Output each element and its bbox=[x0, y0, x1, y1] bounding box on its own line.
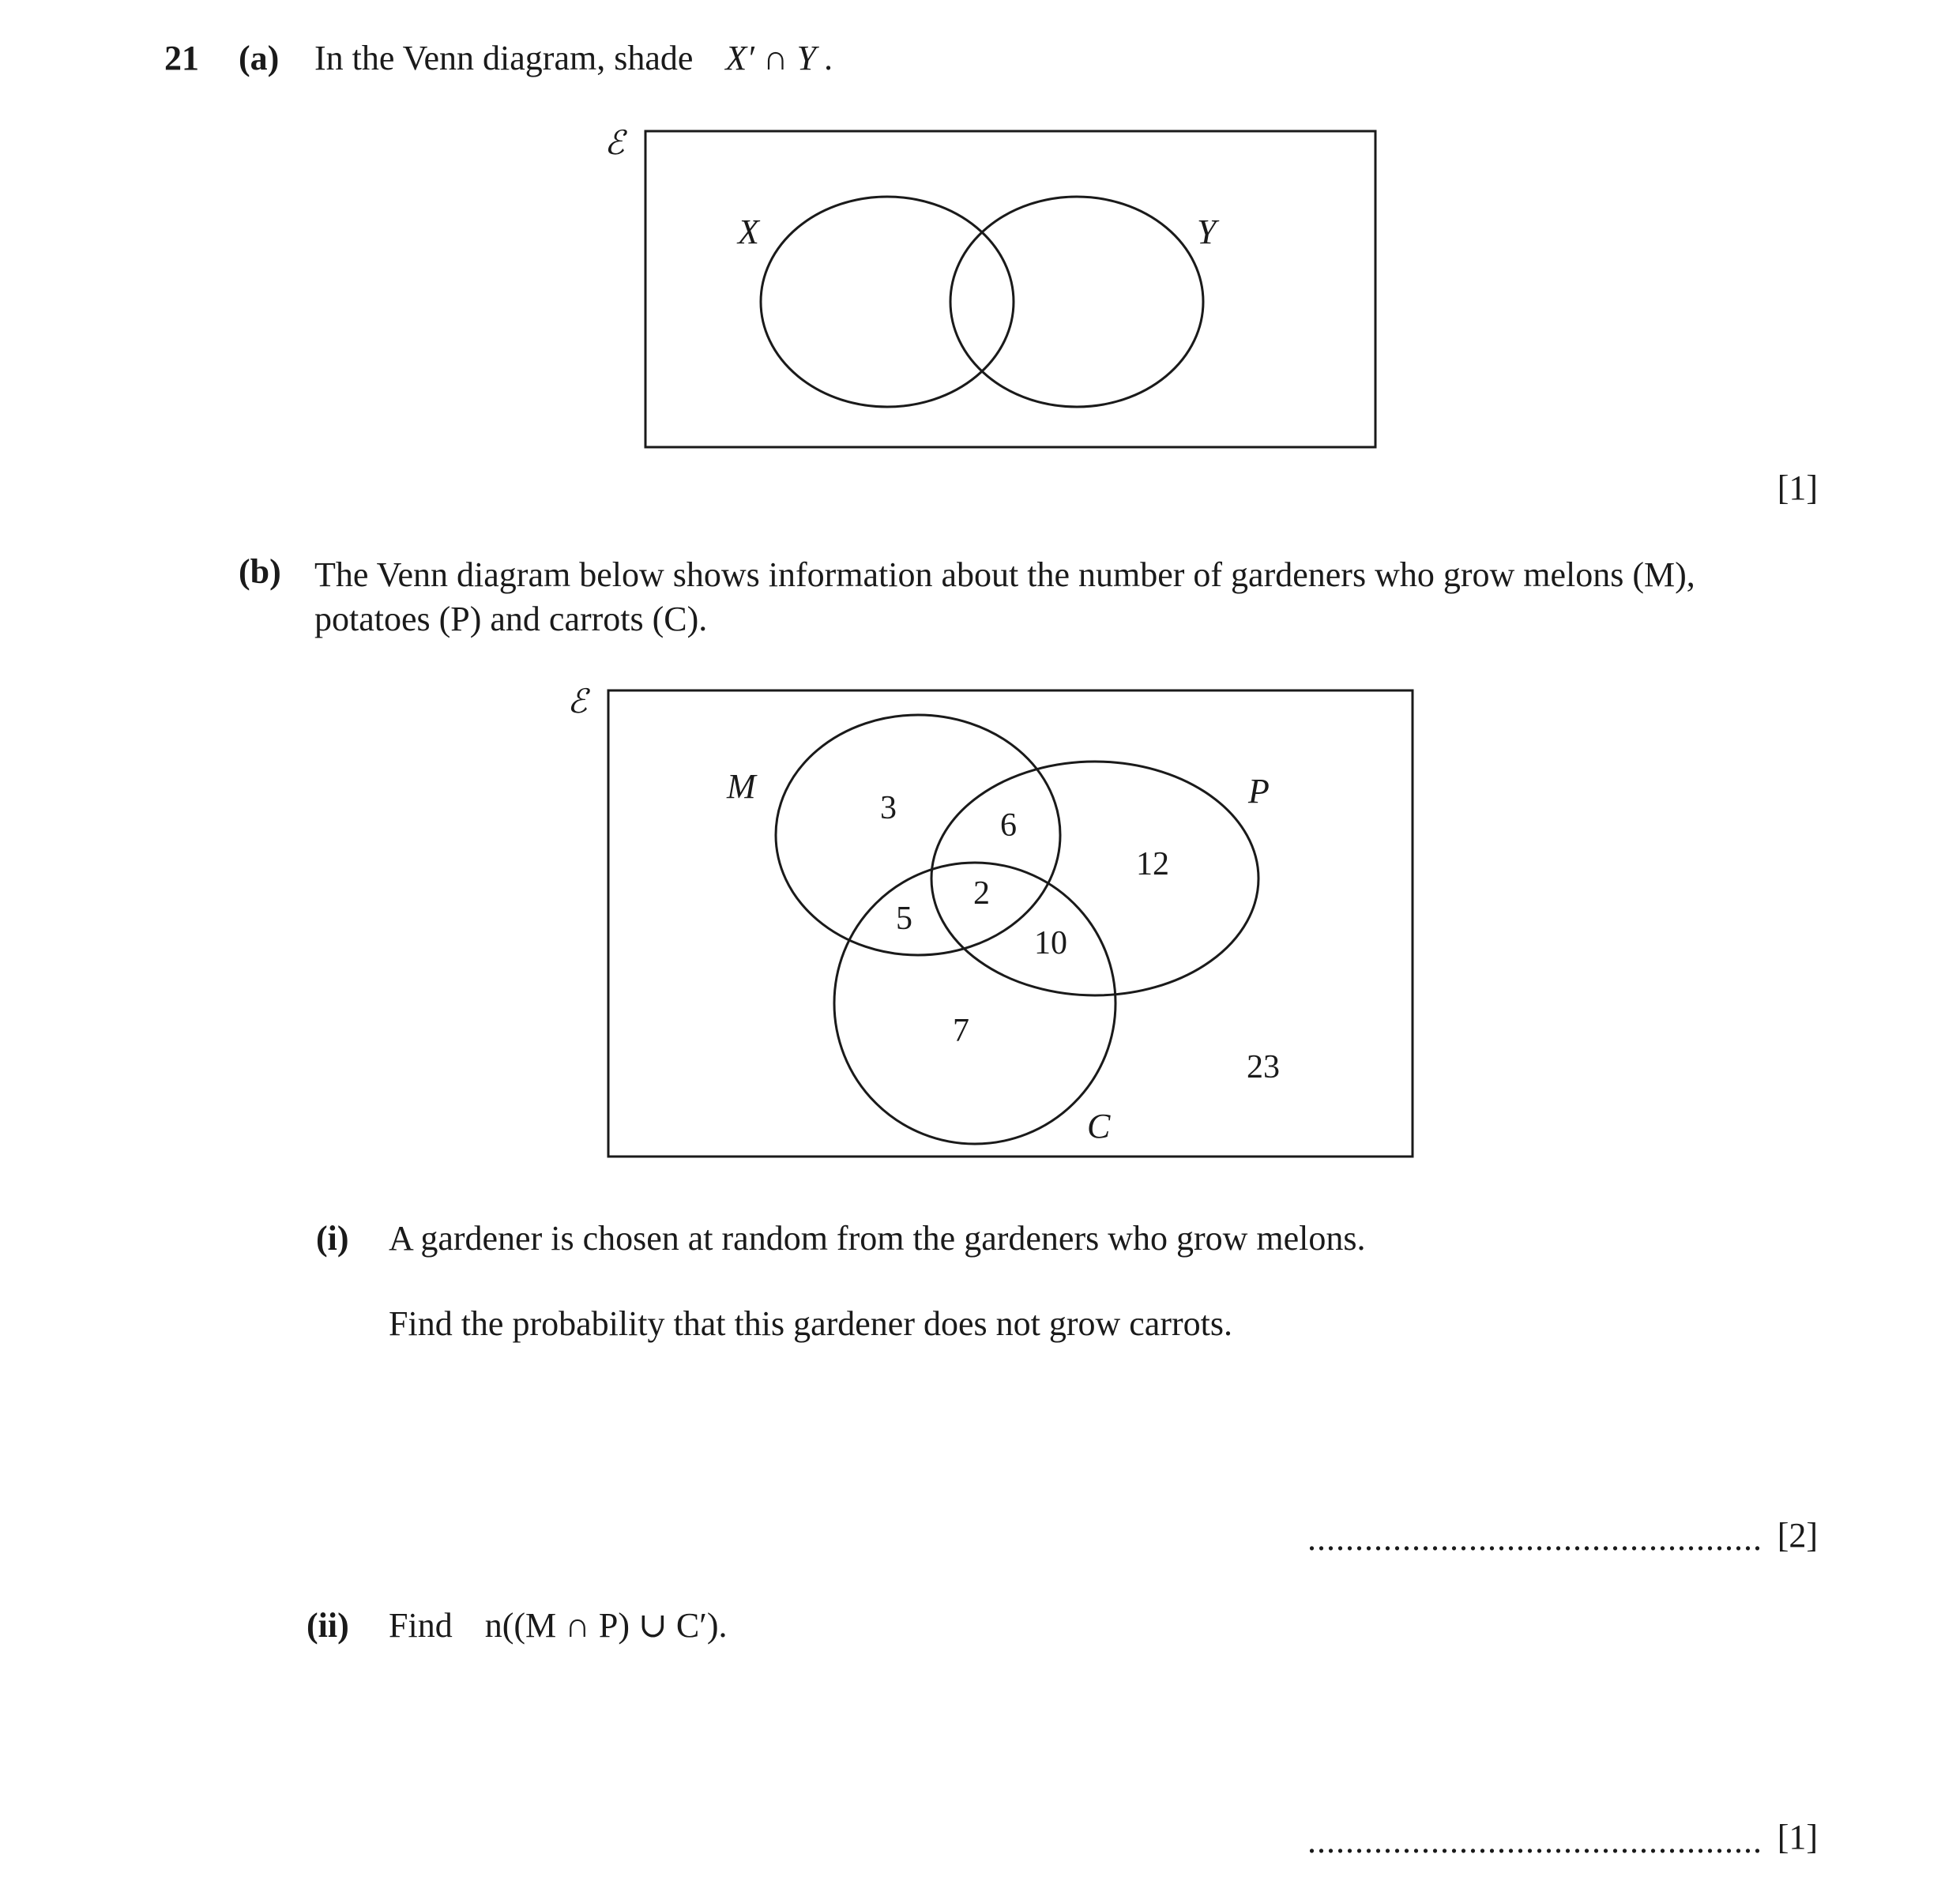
part-a-label: (a) bbox=[239, 39, 280, 77]
region-m-c-only: 5 bbox=[896, 901, 912, 937]
venn-diagram-b bbox=[553, 673, 1422, 1163]
set-y-circle[interactable] bbox=[950, 197, 1203, 407]
set-x-circle[interactable] bbox=[761, 197, 1014, 407]
region-c-only: 7 bbox=[953, 1013, 969, 1049]
set-y-label: Y bbox=[1197, 213, 1217, 251]
part-b-text-line2: potatoes (P) and carrots (C). bbox=[314, 600, 708, 638]
set-c-label: C bbox=[1087, 1107, 1111, 1145]
universal-set-symbol: ℰ bbox=[567, 684, 588, 720]
region-m-p-c: 2 bbox=[973, 875, 990, 912]
sub-ii-label: (ii) bbox=[307, 1606, 349, 1645]
part-b-label: (b) bbox=[239, 552, 281, 591]
region-m-only: 3 bbox=[880, 790, 897, 826]
set-m-circle bbox=[776, 715, 1060, 955]
region-p-only: 12 bbox=[1136, 846, 1169, 882]
sub-i-mark: [2] bbox=[1777, 1516, 1818, 1555]
part-a-text: In the Venn diagram, shade bbox=[314, 39, 694, 77]
region-outside: 23 bbox=[1247, 1049, 1280, 1085]
sub-i-text-line1: A gardener is chosen at random from the gardeners who grow melons. bbox=[389, 1219, 1366, 1258]
set-m-label: M bbox=[727, 767, 756, 806]
sub-ii-mark: [1] bbox=[1777, 1818, 1818, 1856]
region-p-c-only: 10 bbox=[1034, 925, 1067, 961]
part-b-text-line1: The Venn diagram below shows information about the number of gardeners who grow melons (M), bbox=[314, 555, 1695, 594]
set-p-label: P bbox=[1248, 772, 1270, 811]
part-a-mark: [1] bbox=[1777, 468, 1818, 507]
sub-ii-expression: n((M ∩ P) ∪ C′). bbox=[484, 1606, 728, 1645]
venn-diagram-a[interactable] bbox=[585, 118, 1390, 458]
sub-i-label: (i) bbox=[316, 1219, 349, 1258]
sub-ii-instruction bbox=[389, 1605, 728, 1647]
sub-i-answer-line[interactable]: ................................................ bbox=[1307, 1519, 1762, 1558]
region-m-p-only: 6 bbox=[1000, 807, 1017, 844]
universal-rectangle bbox=[608, 690, 1413, 1157]
question-number: 21 bbox=[164, 39, 199, 77]
part-a-expression: X′ ∩ Y . bbox=[725, 39, 834, 77]
part-a-instruction bbox=[314, 38, 833, 80]
set-x-label: X bbox=[738, 213, 759, 251]
universal-rectangle bbox=[645, 131, 1375, 447]
sub-i-text-line2: Find the probability that this gardener does not grow carrots. bbox=[389, 1304, 1232, 1343]
sub-ii-text: Find bbox=[389, 1606, 453, 1645]
universal-set-symbol: ℰ bbox=[604, 126, 625, 162]
sub-ii-answer-line[interactable]: ................................................ bbox=[1307, 1822, 1762, 1860]
